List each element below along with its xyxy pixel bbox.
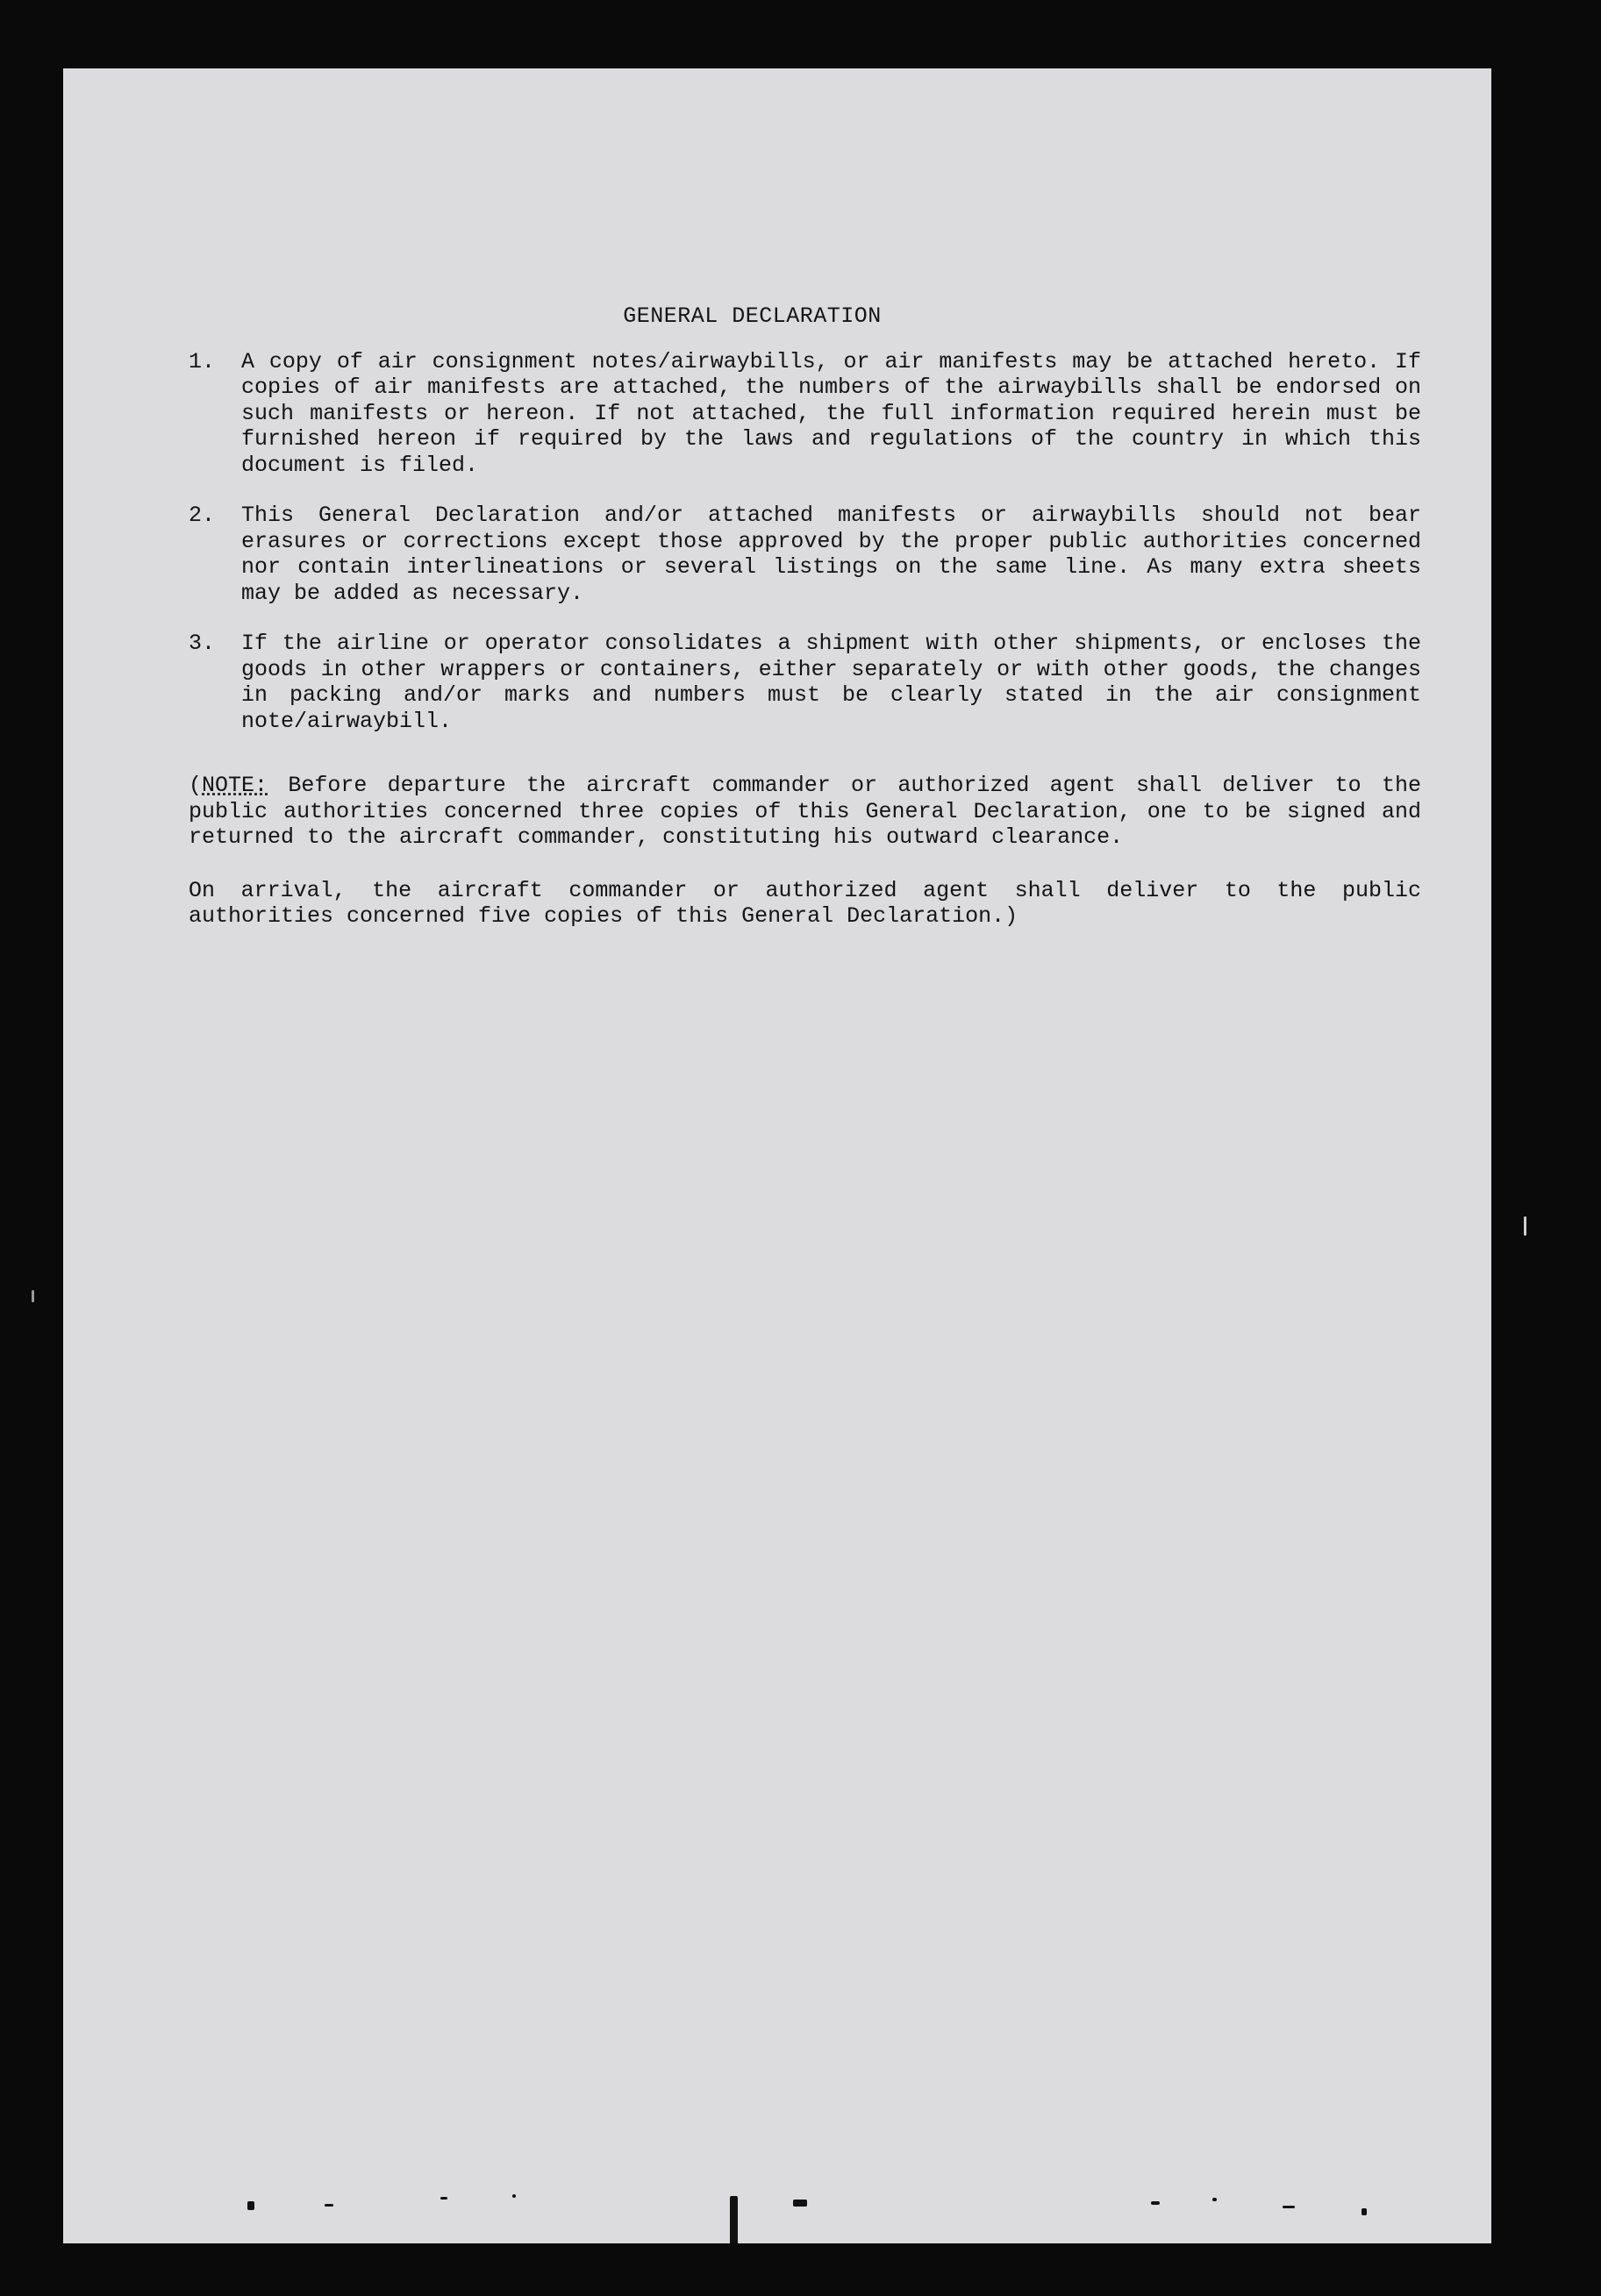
document-title: GENERAL DECLARATION	[623, 303, 882, 329]
faint-stamp-mark	[537, 147, 765, 168]
scan-speck	[793, 2200, 807, 2207]
scan-speck	[512, 2194, 516, 2198]
item-number: 3.	[189, 631, 216, 656]
note-text: Before departure the aircraft commander or authorized agent shall deliver to the public authorities concerned three copies of this General Declaration, one to be signed and returned to the aircraft commander, constituting his outward clearance.	[189, 773, 1421, 850]
note-paragraph	[189, 773, 1421, 851]
scan-speck	[1212, 2198, 1217, 2201]
scan-speck	[730, 2196, 738, 2243]
list-item	[189, 631, 1421, 734]
arrival-paragraph: On arrival, the aircraft commander or authorized agent shall deliver to the public authorities concerned five copies of this General Declaration.)	[189, 877, 1421, 929]
scan-speck	[325, 2204, 333, 2207]
item-text: A copy of air consignment notes/airwaybills, or air manifests may be attached hereto. If copies of air manifests are attached, the numbers of the airwaybills shall be endorsed on such manifests or hereon. If not attached, the full information required herein must be furnished hereon if required by the laws and regulations of the country in which this document is filed.	[241, 348, 1421, 478]
scan-speck	[440, 2197, 447, 2200]
scan-speck	[32, 1290, 34, 1302]
scan-speck	[1151, 2201, 1160, 2205]
item-number: 2.	[189, 503, 216, 528]
item-text: This General Declaration and/or attached manifests or airwaybills should not bear erasures or corrections except those approved by the proper public authorities concerned nor contain interlineations or several listings on the same line. As many extra sheets may be added as necessary.	[241, 503, 1421, 606]
item-text: If the airline or operator consolidates a shipment with other shipments, or encloses the goods in other wrappers or containers, either separately or with other goods, the changes in packing and/or marks and numbers must be clearly stated in the air consignment note/airwaybill.	[241, 631, 1421, 734]
note-label: NOTE:	[202, 773, 268, 798]
scan-speck	[1283, 2206, 1295, 2208]
item-number: 1.	[189, 348, 216, 374]
list-item	[189, 349, 1421, 479]
scan-speck	[247, 2201, 254, 2210]
scan-speck	[1524, 1216, 1526, 1236]
note-open-paren: (	[189, 773, 203, 798]
scan-speck	[1362, 2208, 1367, 2215]
list-item	[189, 503, 1421, 606]
document-page	[63, 68, 1491, 2243]
general-declaration-text	[189, 303, 1421, 930]
